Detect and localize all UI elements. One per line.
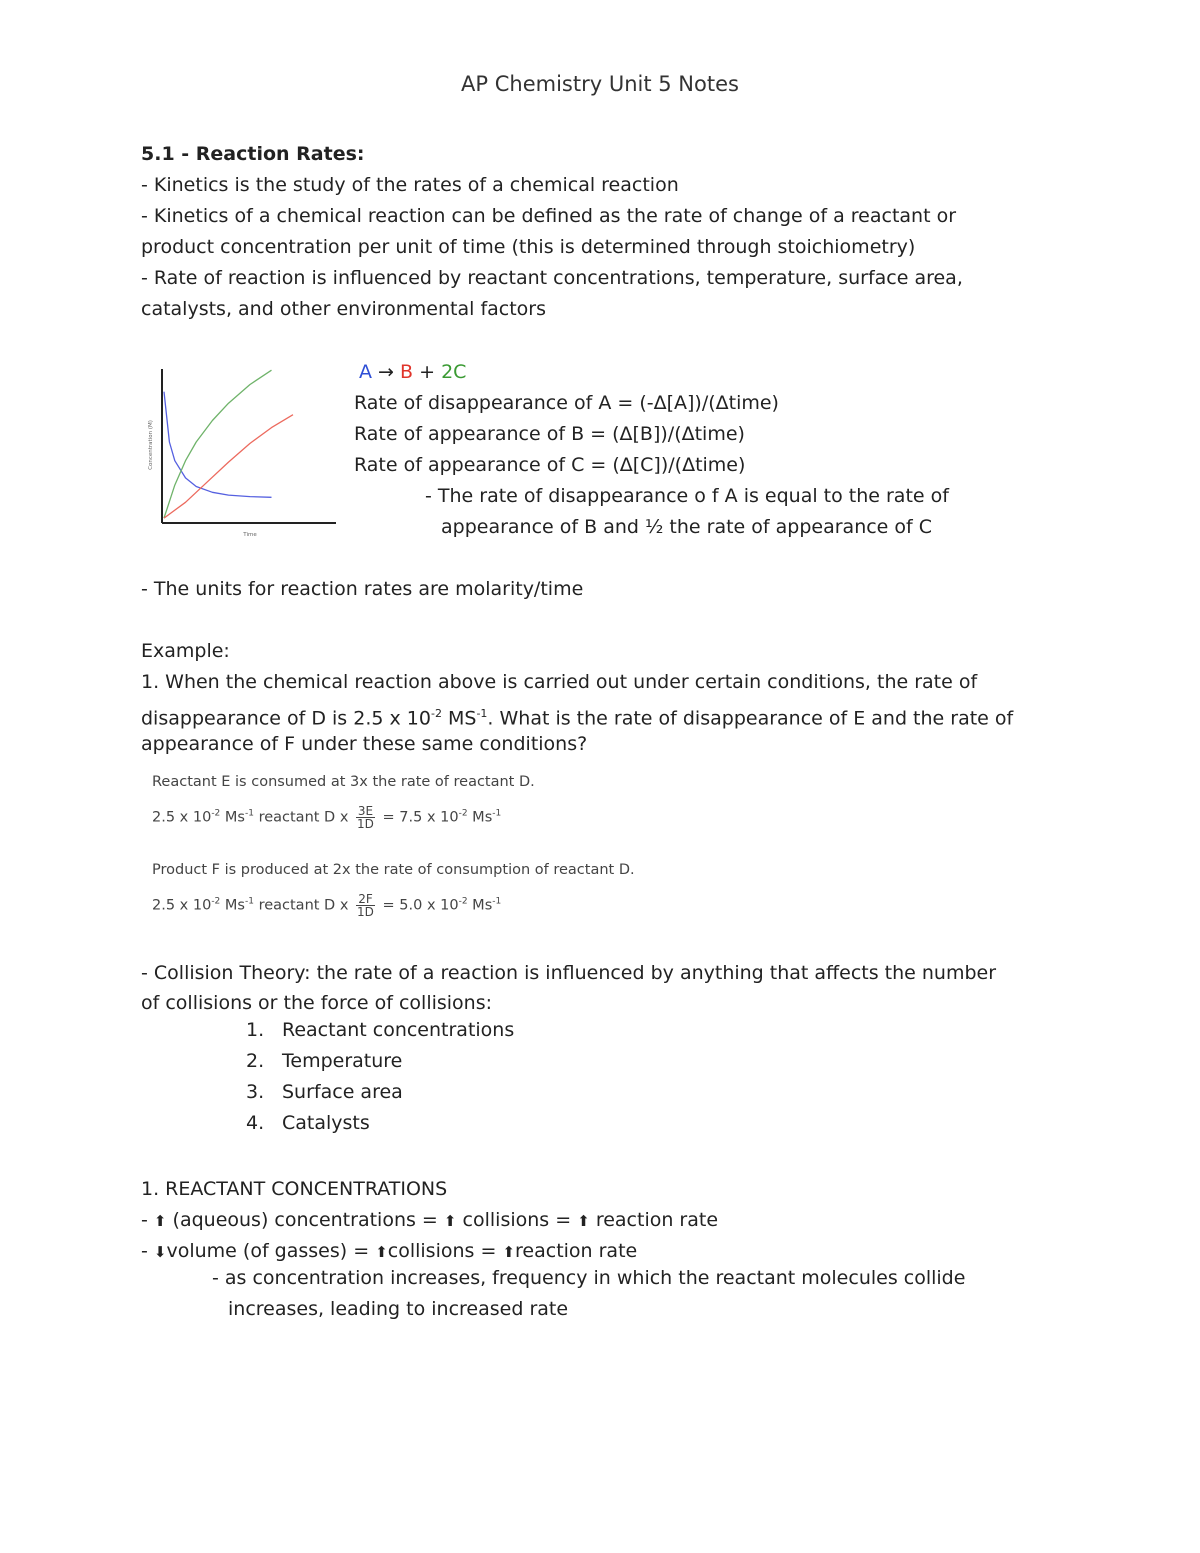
rule-text: volume (of gasses) = [166,1240,370,1262]
section-heading: 5.1 - Reaction Rates: [141,143,365,165]
x-axis-label: Time [243,532,257,538]
species-b: B [400,361,414,383]
bullet-line: product concentration per unit of time (this is determined through stoichiometry) [141,236,916,258]
example-question-line: 1. When the chemical reaction above is carried out under certain conditions, the rate of [141,671,978,693]
exponent: -2 [430,707,442,720]
unit-text: MS [441,707,477,730]
solution-2-text: Product F is produced at 2x the rate of consumption of reactant D. [152,862,635,878]
conversion-fraction [356,805,375,830]
solution-2-calc [152,893,501,918]
rule-text: (aqueous) concentrations = [172,1209,438,1231]
concentration-rule-line [141,1205,718,1237]
exponent: -2 [458,808,468,819]
reaction-equation [359,361,466,383]
rate-b-line: Rate of appearance of B = (Δ[B])/(Δtime) [354,423,745,445]
collision-theory-line: - Collision Theory: the rate of a reaction is influenced by anything that affects the number [141,962,997,984]
up-arrow-icon: ⬆ [443,1212,457,1230]
calc-text: Ms [467,897,493,914]
factor-number: 4. [246,1112,265,1134]
exponent: -1 [244,808,254,819]
up-arrow-icon: ⬆ [153,1212,167,1230]
exponent: -1 [492,808,502,819]
fraction-numerator: 3E [357,804,374,818]
factor-number: 3. [246,1081,265,1103]
species-c: 2C [441,361,467,383]
rate-note-1: - The rate of disappearance o f A is equal to the rate of [425,485,949,507]
exponent: -1 [492,896,502,907]
exponent: -2 [211,896,221,907]
calc-text: Ms [467,809,493,826]
concentration-explanation: - as concentration increases, frequency in which the reactant molecules collide [212,1267,966,1289]
example-label: Example: [141,640,230,662]
rule-text: reaction rate [595,1209,719,1231]
rule-text: collisions = [387,1240,497,1262]
conversion-fraction [356,893,375,918]
factor-number: 1. [246,1019,265,1041]
up-arrow-icon: ⬆ [375,1243,388,1261]
page-title: AP Chemistry Unit 5 Notes [461,72,739,96]
exponent: -2 [458,896,468,907]
reaction-arrow: → [378,361,394,383]
up-arrow-icon: ⬆ [577,1212,590,1230]
calc-text: reactant D x [253,897,349,914]
fraction-denominator: 1D [357,905,374,919]
factor-label: Catalysts [282,1112,370,1134]
concentration-time-chart [140,355,345,545]
plus-sign: + [419,361,436,383]
exponent: -2 [211,808,221,819]
collision-theory-line: of collisions or the force of collisions: [141,992,493,1014]
rate-a-line: Rate of disappearance of A = (-Δ[A])/(Δtime) [354,392,779,414]
question-text: disappearance of D is 2.5 x 10 [141,707,431,730]
exponent: -1 [476,707,488,720]
calc-text: Ms [220,897,245,914]
calc-result: = 5.0 x 10 [382,897,459,914]
dash: - [141,1240,148,1262]
fraction-denominator: 1D [357,817,374,831]
bullet-line: - Rate of reaction is influenced by reactant concentrations, temperature, surface area, [141,267,963,289]
species-a: A [359,361,372,383]
dash: - [141,1209,148,1231]
up-arrow-icon: ⬆ [502,1243,516,1261]
units-note: - The units for reaction rates are molarity/time [141,578,584,600]
example-question-line: appearance of F under these same conditions? [141,733,588,755]
exponent: -1 [244,896,254,907]
solution-1-text: Reactant E is consumed at 3x the rate of reactant D. [152,774,535,790]
down-arrow-icon: ⬇ [153,1243,167,1261]
rate-c-line: Rate of appearance of C = (Δ[C])/(Δtime) [354,454,746,476]
y-axis-label: Concentration (M) [148,420,154,470]
calc-text: reactant D x [253,809,349,826]
question-text: . What is the rate of disappearance of E and the rate of [487,707,1014,730]
rule-text: reaction rate [515,1240,638,1262]
calc-text: Ms [220,809,245,826]
bullet-line: catalysts, and other environmental factors [141,298,547,320]
factor-label: Temperature [282,1050,403,1072]
calc-text: 2.5 x 10 [152,809,212,826]
reactant-concentrations-heading: 1. REACTANT CONCENTRATIONS [141,1178,448,1200]
fraction-numerator: 2F [356,893,375,906]
factor-number: 2. [246,1050,265,1072]
concentration-explanation: increases, leading to increased rate [228,1298,569,1320]
rate-note-2: appearance of B and ½ the rate of appearance of C [441,516,933,538]
series-line-2 [164,370,272,518]
bullet-line: - Kinetics of a chemical reaction can be defined as the rate of change of a reactant or [141,205,957,227]
series-line-1 [164,392,272,498]
calc-text: 2.5 x 10 [152,897,212,914]
factor-label: Reactant concentrations [282,1019,515,1041]
solution-1-calc [152,805,501,830]
bullet-line: - Kinetics is the study of the rates of a chemical reaction [141,174,679,196]
calc-result: = 7.5 x 10 [382,809,459,826]
factor-label: Surface area [282,1081,403,1103]
rule-text: collisions = [462,1209,572,1231]
